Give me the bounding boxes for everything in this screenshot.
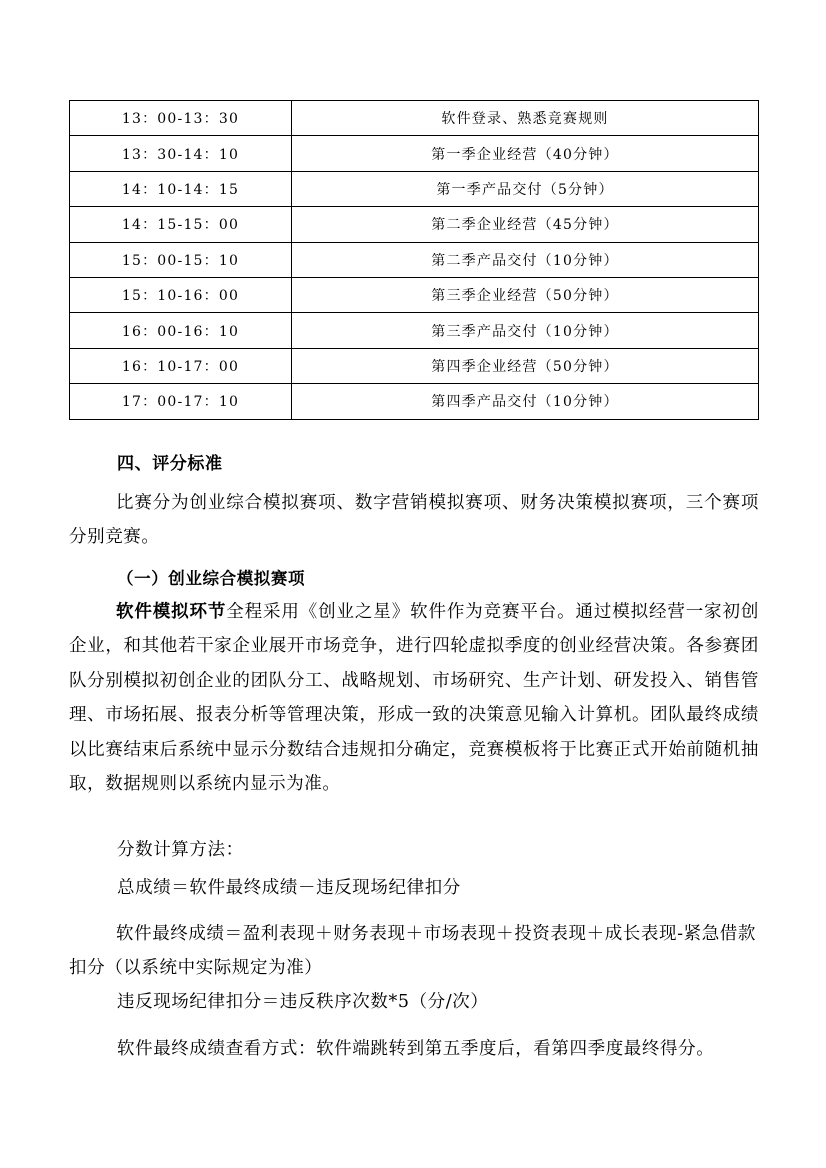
paragraph-lead-term: 软件模拟环节: [116, 602, 227, 622]
activity-cell: 第一季产品交付（5分钟）: [292, 171, 759, 206]
table-row: [70, 101, 759, 136]
time-cell: 13：30-14：10: [70, 136, 292, 171]
activity-cell: 软件登录、熟悉竞赛规则: [292, 101, 759, 136]
time-cell: 14：10-14：15: [70, 171, 292, 206]
time-cell: 14：15-15：00: [70, 207, 292, 242]
activity-cell: 第三季企业经营（50分钟）: [292, 277, 759, 312]
software-simulation-paragraph: [69, 595, 759, 801]
activity-cell: 第二季产品交付（10分钟）: [292, 242, 759, 277]
score-view-method: 软件最终成绩查看方式：软件端跳转到第五季度后，看第四季度最终得分。: [117, 1039, 715, 1059]
score-method-label: 分数计算方法：: [117, 840, 244, 860]
software-score-formula: 软件最终成绩＝盈利表现＋财务表现＋市场表现＋投资表现＋成长表现-紧急借款扣分（以系统中实际规定为准）: [69, 924, 757, 978]
total-score-formula: 总成绩＝软件最终成绩－违反现场纪律扣分: [117, 878, 461, 898]
activity-cell: 第一季企业经营（40分钟）: [292, 136, 759, 171]
time-cell: 13：00-13：30: [70, 101, 292, 136]
activity-cell: 第三季产品交付（10分钟）: [292, 313, 759, 348]
time-cell: 16：10-17：00: [70, 348, 292, 383]
time-cell: 17：00-17：10: [70, 384, 292, 419]
section-heading-scoring: 四、评分标准: [117, 454, 223, 474]
table-row: [70, 242, 759, 277]
activity-cell: 第四季企业经营（50分钟）: [292, 348, 759, 383]
time-cell: 15：10-16：00: [70, 277, 292, 312]
time-cell: 16：00-16：10: [70, 313, 292, 348]
table-row: [70, 384, 759, 419]
activity-cell: 第二季企业经营（45分钟）: [292, 207, 759, 242]
schedule-table-body: [70, 101, 759, 420]
scoring-intro-paragraph: 比赛分为创业综合模拟赛项、数字营销模拟赛项、财务决策模拟赛项，三个赛项分别竞赛。: [69, 493, 759, 547]
table-row: [70, 136, 759, 171]
table-row: [70, 348, 759, 383]
table-row: [70, 207, 759, 242]
competition-schedule-table: [69, 100, 759, 420]
table-row: [70, 171, 759, 206]
table-row: [70, 277, 759, 312]
time-cell: 15：00-15：10: [70, 242, 292, 277]
table-row: [70, 313, 759, 348]
paragraph-body-text: 全程采用《创业之星》软件作为竞赛平台。通过模拟经营一家初创企业，和其他若干家企业展开市场竞争，进行四轮虚拟季度的创业经营决策。各参赛团队分别模拟初创企业的团队分工、战略规划、市场研究、生产计划、研发投入、销售管理、市场拓展、报表分析等管理决策，形成一致的决策意见输入计算机。团队最终成绩以比赛结束后系统中显示分数结合违规扣分确定，竞赛模板将于比赛正式开始前随机抽取，数据规则以系统内显示为准。: [69, 602, 759, 795]
penalty-formula: 违反现场纪律扣分＝违反秩序次数*5（分/次）: [117, 992, 489, 1012]
subsection-heading-entrepreneurship: （一）创业综合模拟赛项: [117, 569, 306, 588]
activity-cell: 第四季产品交付（10分钟）: [292, 384, 759, 419]
